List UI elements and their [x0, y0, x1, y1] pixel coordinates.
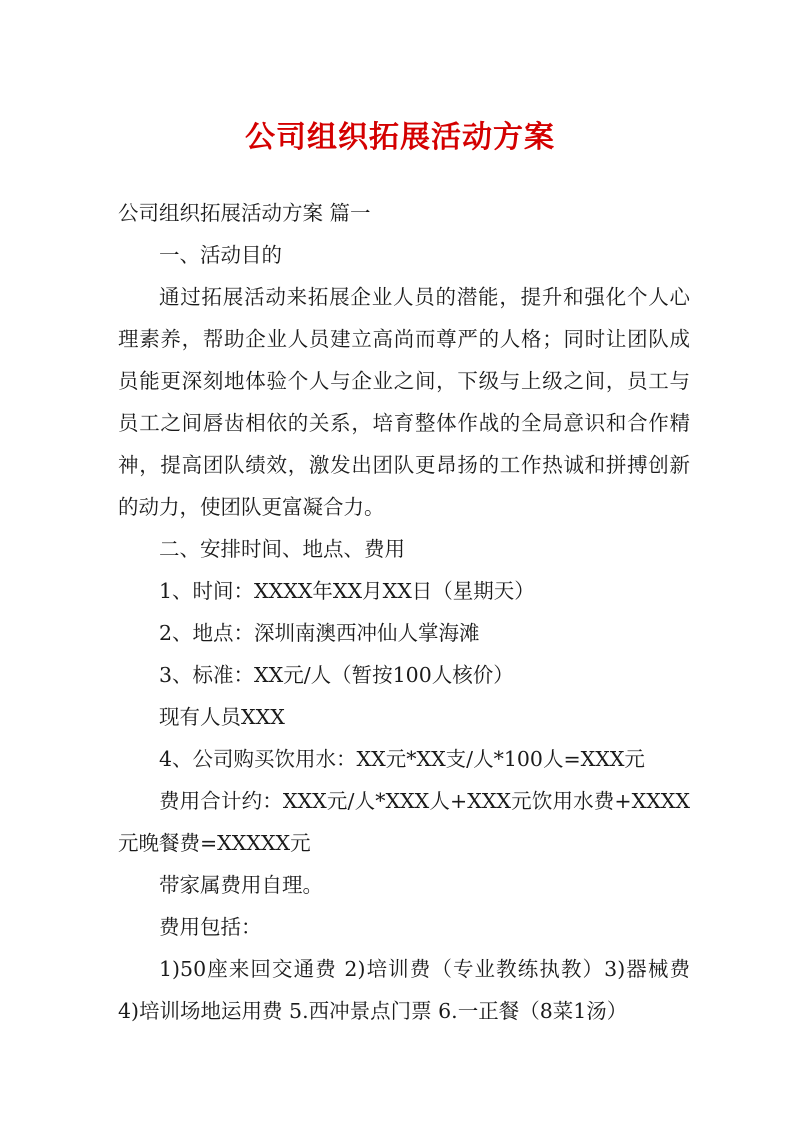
item-family: 带家属费用自理。 [159, 873, 323, 897]
item-staff: 现有人员XXX [159, 705, 285, 729]
item-time: 1、时间：XXXX年XX月XX日（星期天） [159, 579, 535, 603]
item-standard: 3、标准：XX元/人（暂按100人核价） [159, 663, 514, 687]
heading-schedule: 二、安排时间、地点、费用 [159, 537, 405, 561]
item-total-cost: 费用合计约：XXX元/人*XXX人+XXX元饮用水费+XXXX元晚餐费=XXXXX元 [118, 789, 690, 855]
paragraph-purpose: 通过拓展活动来拓展企业人员的潜能，提升和强化个人心理素养，帮助企业人员建立高尚而尊严的人格；同时让团队成员能更深刻地体验个人与企业之间，下级与上级之间，员工与员工之间唇齿相依的关系，培育整体作战的全局意识和合作精神，提高团队绩效，激发出团队更昂扬的工作热诚和拼搏创新的动力，使团队更富凝合力。 [118, 285, 690, 519]
document-body [118, 192, 690, 1032]
section-heading: 公司组织拓展活动方案 篇一 [118, 201, 371, 225]
item-location: 2、地点：深圳南澳西冲仙人掌海滩 [159, 621, 480, 645]
item-water: 4、公司购买饮用水：XX元*XX支/人*100人=XXX元 [159, 747, 645, 771]
document-title: 公司组织拓展活动方案 [245, 120, 555, 155]
heading-cost-includes: 费用包括： [159, 915, 262, 939]
item-cost-list: 1)50座来回交通费 2)培训费（专业教练执教）3)器械费 4)培训场地运用费 5.西冲景点门票 6.一正餐（8菜1汤） [118, 957, 690, 1023]
heading-purpose: 一、活动目的 [159, 243, 282, 267]
